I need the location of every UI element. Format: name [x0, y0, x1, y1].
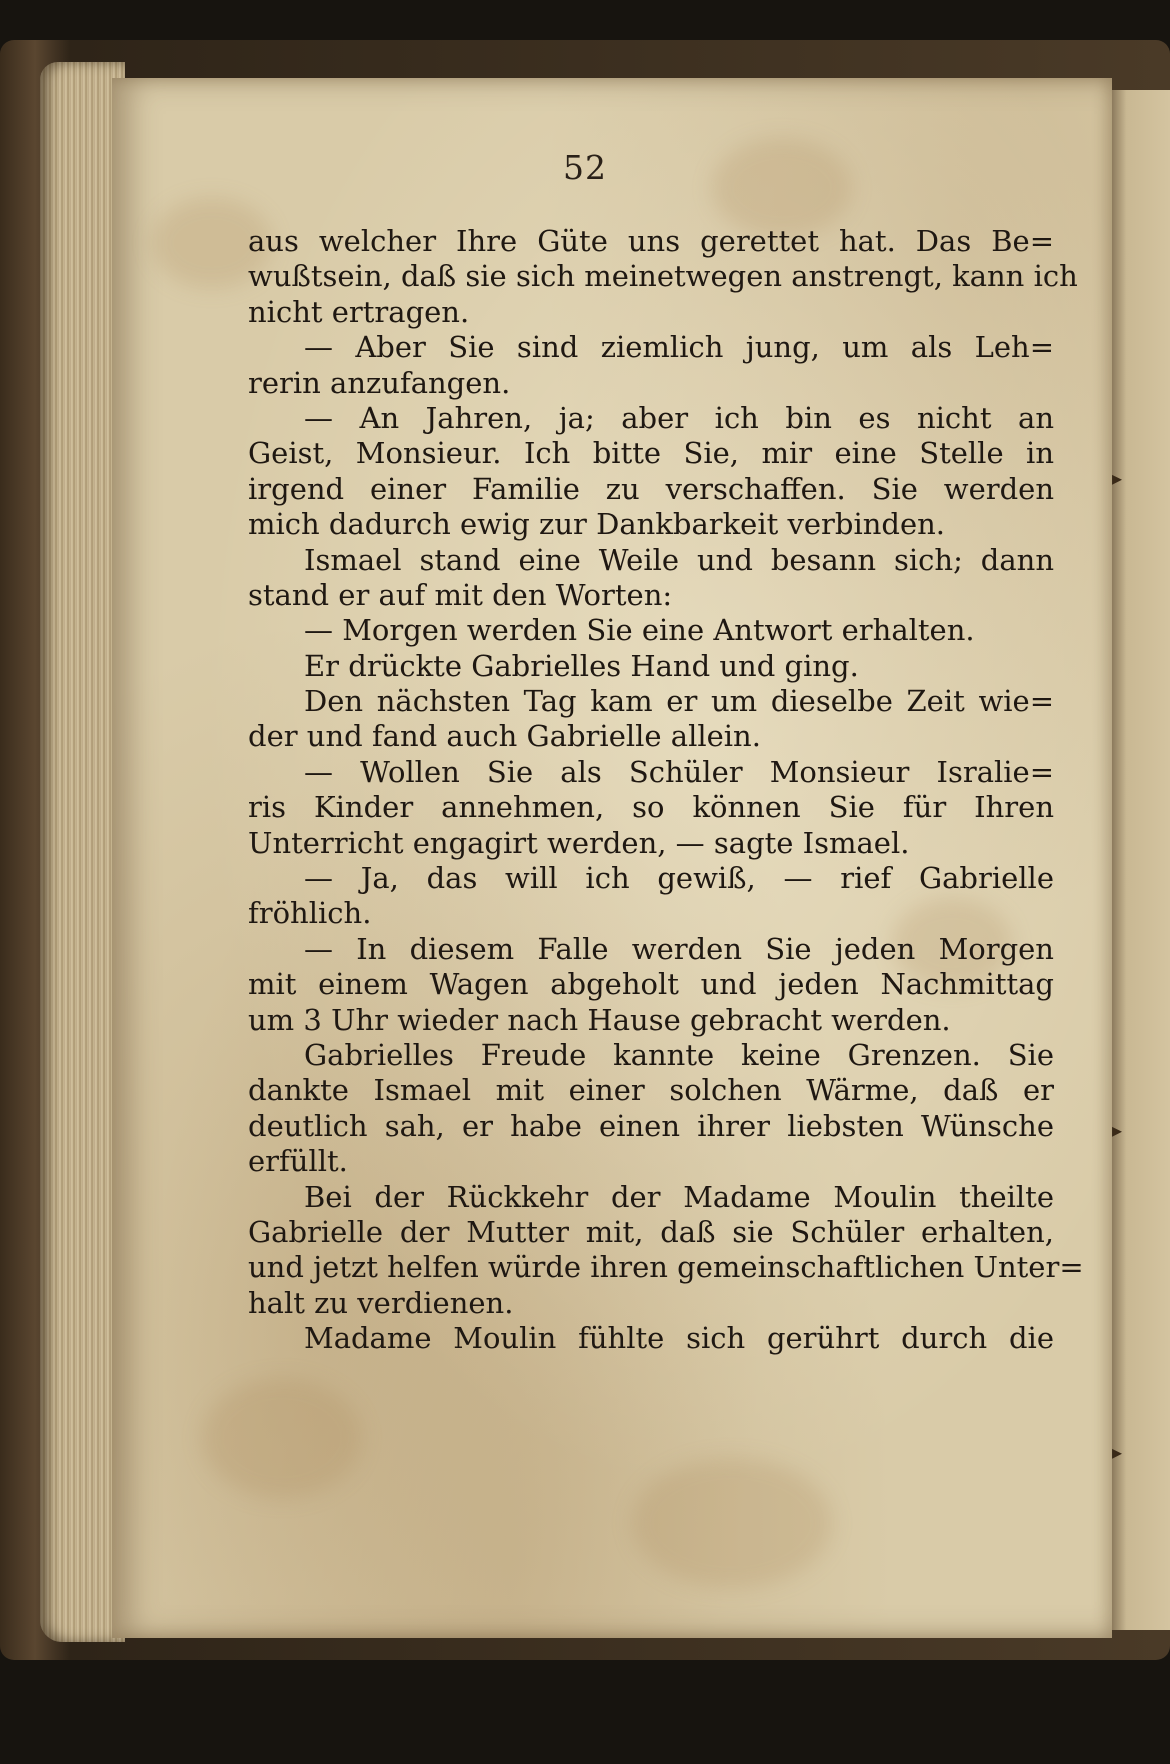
text-line: aus welcher Ihre Güte uns gerettet hat. Das Be=	[248, 224, 1054, 258]
text-line: Er drückte Gabrielles Hand und ging.	[304, 648, 859, 683]
text-line: deutlich sah, er habe einen ihrer liebsten Wünsche	[248, 1108, 1054, 1143]
text-line: mich dadurch ewig zur Dankbarkeit verbinden.	[248, 507, 946, 542]
margin-mark: ▸	[1112, 466, 1123, 490]
text-line: Gabrielle der Mutter mit, daß sie Schüler erhalten,	[248, 1214, 1054, 1249]
text-line: mit einem Wagen abgeholt und jeden Nachmittag	[248, 967, 1054, 1002]
text-line: stand er auf mit den Worten:	[248, 577, 673, 612]
text-line: Bei der Rückkehr der Madame Moulin theilte	[304, 1179, 1054, 1214]
text-line: halt zu verdienen.	[248, 1285, 514, 1320]
margin-mark: ▸	[1112, 1440, 1123, 1464]
text-line: Gabrielles Freude kannte keine Grenzen. Sie	[304, 1037, 1054, 1072]
next-page-edge	[1112, 90, 1170, 1630]
text-line: nicht ertragen.	[248, 294, 470, 329]
margin-mark: ▸	[1112, 1118, 1123, 1142]
text-line: Den nächsten Tag kam er um dieselbe Zeit wie=	[304, 684, 1054, 719]
paper-stain	[202, 1378, 362, 1498]
text-line: und jetzt helfen würde ihren gemeinschaftlichen Unter=	[248, 1250, 1084, 1285]
text-line: fröhlich.	[248, 896, 372, 931]
text-line: — Ja, das will ich gewiß, — rief Gabrielle	[304, 861, 1054, 896]
text-line: — In diesem Falle werden Sie jeden Morgen	[304, 931, 1054, 966]
text-line: wußtsein, daß sie sich meinetwegen anstrengt, kann ich	[248, 259, 1078, 294]
text-line: erfüllt.	[248, 1144, 348, 1179]
text-line: dankte Ismael mit einer solchen Wärme, daß er	[248, 1073, 1054, 1108]
text-line: — Aber Sie sind ziemlich jung, um als Leh=	[304, 330, 1054, 365]
text-line: der und fand auch Gabrielle allein.	[248, 719, 761, 754]
text-line: Madame Moulin fühlte sich gerührt durch die	[304, 1321, 1054, 1356]
text-line: ris Kinder annehmen, so können Sie für Ihren	[248, 790, 1054, 825]
text-line: rerin anzufangen.	[248, 365, 511, 400]
text-line: — An Jahren, ja; aber ich bin es nicht an	[304, 400, 1054, 435]
text-line: Ismael stand eine Weile und besann sich; dann	[304, 542, 1054, 577]
page-number: 52	[563, 148, 607, 187]
page-body-text	[248, 224, 1084, 1357]
text-line: — Morgen werden Sie eine Antwort erhalten.	[304, 613, 975, 648]
paper-stain	[632, 1458, 832, 1588]
text-line: — Wollen Sie als Schüler Monsieur Isralie=	[304, 754, 1054, 789]
text-line: Geist, Monsieur. Ich bitte Sie, mir eine Stelle in	[248, 436, 1054, 471]
text-line: um 3 Uhr wieder nach Hause gebracht werden.	[248, 1002, 951, 1037]
text-line: irgend einer Familie zu verschaffen. Sie werden	[248, 471, 1054, 506]
text-line: Unterricht engagirt werden, — sagte Ismael.	[248, 825, 910, 860]
